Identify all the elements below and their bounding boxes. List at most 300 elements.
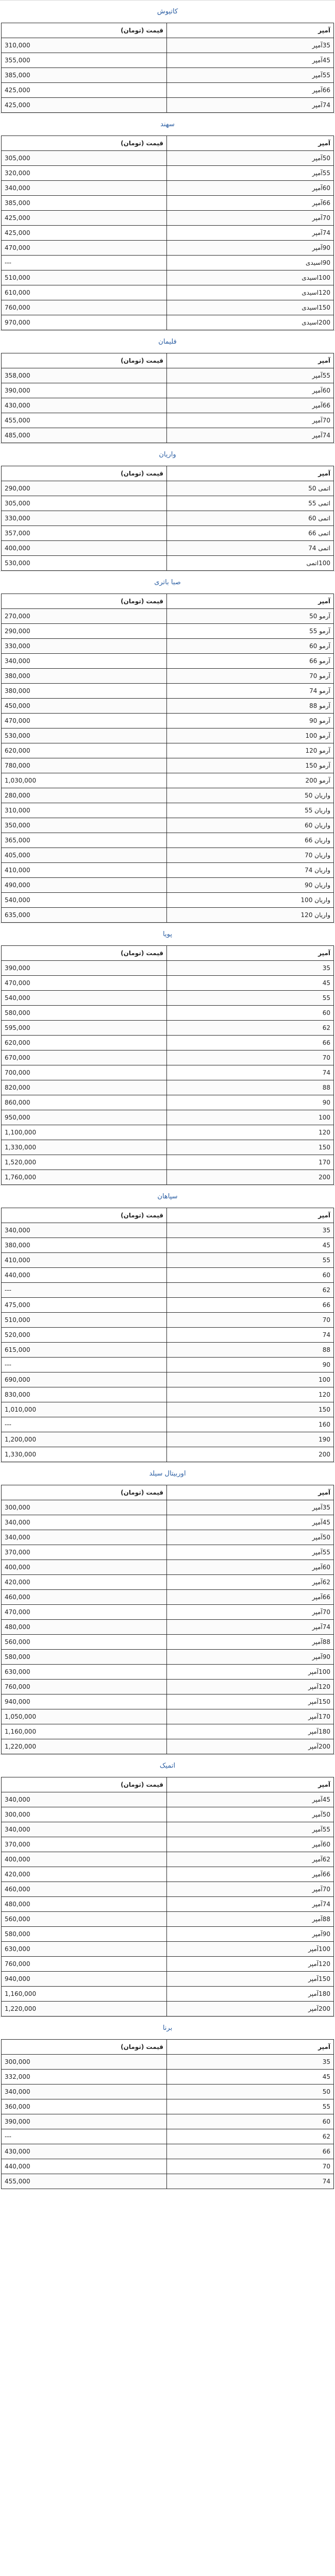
amp-cell: 190 xyxy=(167,1432,334,1447)
amp-cell: 62آمپر xyxy=(167,1852,334,1867)
amp-cell: اتمی 55 xyxy=(167,496,334,511)
amp-cell: واریان 90 xyxy=(167,878,334,893)
price-cell: 530,000 xyxy=(2,728,167,743)
price-cell: --- xyxy=(2,2129,167,2144)
price-column-header: قیمت (تومان) xyxy=(2,1208,167,1223)
amp-cell: اتمی 60 xyxy=(167,511,334,526)
table-row xyxy=(2,1709,334,1724)
table-row xyxy=(2,624,334,639)
amp-cell: 120 xyxy=(167,1387,334,1402)
table-row xyxy=(2,863,334,878)
amp-cell: 180آمپر xyxy=(167,1987,334,2002)
table-row xyxy=(2,1140,334,1155)
table-row xyxy=(2,98,334,113)
amp-cell: 88آمپر xyxy=(167,1635,334,1650)
table-row xyxy=(2,1515,334,1530)
price-cell: 970,000 xyxy=(2,315,167,330)
amp-cell: 200 xyxy=(167,1170,334,1185)
price-cell: 400,000 xyxy=(2,1560,167,1575)
table-row xyxy=(2,1402,334,1417)
price-cell: 940,000 xyxy=(2,1972,167,1987)
amp-cell: 35 xyxy=(167,961,334,976)
amp-cell: 170آمپر xyxy=(167,1709,334,1724)
table-row xyxy=(2,526,334,541)
table-row xyxy=(2,1050,334,1065)
table-row xyxy=(2,1575,334,1590)
table-row xyxy=(2,1620,334,1635)
table-row xyxy=(2,1694,334,1709)
price-cell: 560,000 xyxy=(2,1635,167,1650)
amp-cell: 62 xyxy=(167,1283,334,1298)
price-column-header: قیمت (تومان) xyxy=(2,23,167,38)
price-cell: 760,000 xyxy=(2,1957,167,1972)
table-row xyxy=(2,639,334,654)
table-header-row xyxy=(2,946,334,961)
table-row xyxy=(2,68,334,83)
price-cell: 290,000 xyxy=(2,481,167,496)
amp-cell: 100 xyxy=(167,1110,334,1125)
table-row xyxy=(2,669,334,684)
price-column-header: قیمت (تومان) xyxy=(2,136,167,151)
price-cell: 1,520,000 xyxy=(2,1155,167,1170)
table-row xyxy=(2,961,334,976)
price-cell: 365,000 xyxy=(2,833,167,848)
section-title: اتمیک xyxy=(0,1754,335,1777)
table-row xyxy=(2,1680,334,1694)
amp-cell: واریان 60 xyxy=(167,818,334,833)
price-cell: 470,000 xyxy=(2,976,167,991)
table-row xyxy=(2,1942,334,1957)
amp-cell: 45آمپر xyxy=(167,1515,334,1530)
amp-cell: آرمو 55 xyxy=(167,624,334,639)
amp-cell: 66 xyxy=(167,2144,334,2159)
amp-cell: آرمو 50 xyxy=(167,609,334,624)
price-cell: 780,000 xyxy=(2,758,167,773)
table-row xyxy=(2,1605,334,1620)
amp-cell: آرمو 120 xyxy=(167,743,334,758)
price-cell: 1,220,000 xyxy=(2,2002,167,2016)
amp-cell: 150آمپر xyxy=(167,1972,334,1987)
price-cell: 390,000 xyxy=(2,383,167,398)
table-row xyxy=(2,1987,334,2002)
price-cell: 290,000 xyxy=(2,624,167,639)
price-cell: 380,000 xyxy=(2,684,167,699)
table-row xyxy=(2,1957,334,1972)
table-row xyxy=(2,1155,334,1170)
amp-cell: 45 xyxy=(167,2070,334,2084)
amp-cell: 50آمپر xyxy=(167,151,334,166)
amp-cell: 150آمپر xyxy=(167,1694,334,1709)
amp-cell: 90آمپر xyxy=(167,1650,334,1665)
price-column-header: قیمت (تومان) xyxy=(2,1485,167,1500)
price-cell: 580,000 xyxy=(2,1006,167,1021)
price-table xyxy=(1,2039,334,2189)
price-cell: 400,000 xyxy=(2,1852,167,1867)
table-row xyxy=(2,413,334,428)
table-row xyxy=(2,285,334,300)
table-row xyxy=(2,1500,334,1515)
price-cell: 700,000 xyxy=(2,1065,167,1080)
price-cell: 425,000 xyxy=(2,83,167,98)
table-row xyxy=(2,654,334,669)
price-table xyxy=(1,1208,334,1462)
price-column-header: قیمت (تومان) xyxy=(2,1777,167,1792)
amp-cell: 88آمپر xyxy=(167,1912,334,1927)
price-cell: 480,000 xyxy=(2,1897,167,1912)
table-row xyxy=(2,848,334,863)
price-cell: 385,000 xyxy=(2,68,167,83)
amp-cell: آرمو 66 xyxy=(167,654,334,669)
amp-cell: 45 xyxy=(167,976,334,991)
amp-cell: 200آمپر xyxy=(167,1739,334,1754)
price-cell: 305,000 xyxy=(2,151,167,166)
table-row xyxy=(2,2070,334,2084)
table-row xyxy=(2,38,334,53)
price-cell: 615,000 xyxy=(2,1343,167,1358)
price-cell: 690,000 xyxy=(2,1372,167,1387)
table-row xyxy=(2,1283,334,1298)
price-cell: 440,000 xyxy=(2,1268,167,1283)
table-row xyxy=(2,1807,334,1822)
table-row xyxy=(2,1545,334,1560)
table-row xyxy=(2,1021,334,1036)
price-cell: 560,000 xyxy=(2,1912,167,1927)
table-row xyxy=(2,166,334,181)
table-row xyxy=(2,1912,334,1927)
table-row xyxy=(2,2084,334,2099)
amp-cell: 90 xyxy=(167,1095,334,1110)
table-row xyxy=(2,1665,334,1680)
table-row xyxy=(2,1927,334,1942)
table-header-row xyxy=(2,1485,334,1500)
amp-cell: 74آمپر xyxy=(167,428,334,443)
table-row xyxy=(2,315,334,330)
table-row xyxy=(2,1036,334,1050)
price-cell: 670,000 xyxy=(2,1050,167,1065)
table-row xyxy=(2,1897,334,1912)
price-cell: 390,000 xyxy=(2,2114,167,2129)
table-row xyxy=(2,788,334,803)
table-row xyxy=(2,1006,334,1021)
price-cell: 300,000 xyxy=(2,1807,167,1822)
table-row xyxy=(2,1635,334,1650)
price-cell: 830,000 xyxy=(2,1387,167,1402)
amp-cell: 74آمپر xyxy=(167,226,334,241)
amp-cell: 45 xyxy=(167,1238,334,1253)
table-row xyxy=(2,803,334,818)
price-cell: 340,000 xyxy=(2,1515,167,1530)
table-row xyxy=(2,2144,334,2159)
price-cell: 370,000 xyxy=(2,1545,167,1560)
table-row xyxy=(2,556,334,571)
amp-cell: 45آمپر xyxy=(167,53,334,68)
amp-cell: اتمی 66 xyxy=(167,526,334,541)
amp-cell: 100آمپر xyxy=(167,1665,334,1680)
table-row xyxy=(2,428,334,443)
amp-cell: 120آمپر xyxy=(167,1680,334,1694)
table-row xyxy=(2,818,334,833)
table-row xyxy=(2,241,334,256)
amp-cell: 55 xyxy=(167,991,334,1006)
amp-cell: 60آمپر xyxy=(167,1560,334,1575)
amp-cell: آرمو 74 xyxy=(167,684,334,699)
price-cell: 310,000 xyxy=(2,38,167,53)
table-row xyxy=(2,1417,334,1432)
amp-cell: 74آمپر xyxy=(167,1620,334,1635)
amp-cell: 74آمپر xyxy=(167,98,334,113)
amp-cell: 60 xyxy=(167,1268,334,1283)
price-cell: 635,000 xyxy=(2,908,167,923)
section-title: صبا باتری xyxy=(0,571,335,594)
price-cell: 1,010,000 xyxy=(2,1402,167,1417)
table-row xyxy=(2,758,334,773)
price-cell: 630,000 xyxy=(2,1665,167,1680)
table-row xyxy=(2,300,334,315)
table-row xyxy=(2,1837,334,1852)
table-row xyxy=(2,1852,334,1867)
price-column-header: قیمت (تومان) xyxy=(2,2040,167,2055)
amp-cell: 90آمپر xyxy=(167,241,334,256)
price-cell: 320,000 xyxy=(2,166,167,181)
table-row xyxy=(2,211,334,226)
table-row xyxy=(2,383,334,398)
table-row xyxy=(2,893,334,908)
table-row xyxy=(2,256,334,270)
table-row xyxy=(2,1972,334,1987)
price-cell: 430,000 xyxy=(2,2144,167,2159)
table-row xyxy=(2,1223,334,1238)
table-row xyxy=(2,1238,334,1253)
amp-cell: 55آمپر xyxy=(167,68,334,83)
amp-column-header: آمپر xyxy=(167,1485,334,1500)
price-cell: 425,000 xyxy=(2,211,167,226)
section-title: اوربیتال سیلد xyxy=(0,1462,335,1485)
amp-column-header: آمپر xyxy=(167,1208,334,1223)
table-row xyxy=(2,1372,334,1387)
table-row xyxy=(2,1432,334,1447)
price-cell: 480,000 xyxy=(2,1620,167,1635)
price-cell: 357,000 xyxy=(2,526,167,541)
amp-cell: 66 xyxy=(167,1298,334,1313)
amp-cell: 62آمپر xyxy=(167,1575,334,1590)
price-table xyxy=(1,353,334,443)
price-cell: 340,000 xyxy=(2,1530,167,1545)
price-cell: 370,000 xyxy=(2,1837,167,1852)
amp-cell: 74 xyxy=(167,2174,334,2189)
table-row xyxy=(2,1253,334,1268)
price-cell: 860,000 xyxy=(2,1095,167,1110)
amp-cell: 88 xyxy=(167,1343,334,1358)
amp-cell: 35آمپر xyxy=(167,38,334,53)
table-row xyxy=(2,878,334,893)
price-cell: 455,000 xyxy=(2,2174,167,2189)
amp-cell: آرمو 150 xyxy=(167,758,334,773)
amp-cell: 50آمپر xyxy=(167,1530,334,1545)
price-cell: 620,000 xyxy=(2,743,167,758)
amp-cell: 50آمپر xyxy=(167,1807,334,1822)
price-table xyxy=(1,945,334,1185)
price-cell: 450,000 xyxy=(2,699,167,714)
price-column-header: قیمت (تومان) xyxy=(2,946,167,961)
price-cell: 1,330,000 xyxy=(2,1140,167,1155)
table-row xyxy=(2,1739,334,1754)
table-row xyxy=(2,1560,334,1575)
price-cell: 470,000 xyxy=(2,1605,167,1620)
amp-cell: 35آمپر xyxy=(167,1500,334,1515)
price-cell: --- xyxy=(2,1417,167,1432)
price-cell: 630,000 xyxy=(2,1942,167,1957)
section-title: سهند xyxy=(0,113,335,135)
amp-cell: واریان 50 xyxy=(167,788,334,803)
price-cell: 430,000 xyxy=(2,398,167,413)
amp-cell: 150 xyxy=(167,1402,334,1417)
price-cell: 385,000 xyxy=(2,196,167,211)
table-row xyxy=(2,496,334,511)
price-cell: 330,000 xyxy=(2,639,167,654)
table-row xyxy=(2,833,334,848)
amp-cell: 66آمپر xyxy=(167,1590,334,1605)
amp-cell: 90اسیدی xyxy=(167,256,334,270)
amp-column-header: آمپر xyxy=(167,353,334,368)
amp-cell: 60 xyxy=(167,1006,334,1021)
table-row xyxy=(2,728,334,743)
table-row xyxy=(2,1882,334,1897)
amp-cell: 170 xyxy=(167,1155,334,1170)
amp-cell: 66آمپر xyxy=(167,1867,334,1882)
table-row xyxy=(2,1268,334,1283)
table-row xyxy=(2,2114,334,2129)
table-row xyxy=(2,1313,334,1328)
price-cell: 460,000 xyxy=(2,1882,167,1897)
table-row xyxy=(2,368,334,383)
amp-cell: 180آمپر xyxy=(167,1724,334,1739)
table-header-row xyxy=(2,1777,334,1792)
amp-cell: واریان 74 xyxy=(167,863,334,878)
price-column-header: قیمت (تومان) xyxy=(2,594,167,609)
table-row xyxy=(2,1792,334,1807)
amp-cell: 60آمپر xyxy=(167,181,334,196)
table-row xyxy=(2,908,334,923)
amp-cell: 60آمپر xyxy=(167,1837,334,1852)
price-cell: 300,000 xyxy=(2,2055,167,2070)
amp-cell: آرمو 88 xyxy=(167,699,334,714)
amp-cell: واریان 66 xyxy=(167,833,334,848)
price-cell: 1,100,000 xyxy=(2,1125,167,1140)
table-row xyxy=(2,2099,334,2114)
price-cell: 280,000 xyxy=(2,788,167,803)
amp-cell: 66آمپر xyxy=(167,83,334,98)
amp-cell: آرمو 70 xyxy=(167,669,334,684)
price-cell: 580,000 xyxy=(2,1650,167,1665)
amp-cell: 74 xyxy=(167,1328,334,1343)
amp-cell: 55آمپر xyxy=(167,166,334,181)
table-header-row xyxy=(2,2040,334,2055)
price-cell: 360,000 xyxy=(2,2099,167,2114)
price-cell: 390,000 xyxy=(2,961,167,976)
amp-cell: 66آمپر xyxy=(167,398,334,413)
amp-column-header: آمپر xyxy=(167,946,334,961)
price-cell: 410,000 xyxy=(2,863,167,878)
amp-cell: 74آمپر xyxy=(167,1897,334,1912)
table-row xyxy=(2,541,334,556)
price-cell: 440,000 xyxy=(2,2159,167,2174)
price-cell: 510,000 xyxy=(2,270,167,285)
amp-cell: اتمی 50 xyxy=(167,481,334,496)
section-title: کاتیوش xyxy=(0,0,335,23)
price-cell: 1,220,000 xyxy=(2,1739,167,1754)
amp-cell: آرمو 100 xyxy=(167,728,334,743)
price-cell: 470,000 xyxy=(2,241,167,256)
table-row xyxy=(2,1358,334,1372)
price-cell: 510,000 xyxy=(2,1313,167,1328)
price-cell: 475,000 xyxy=(2,1298,167,1313)
price-cell: 820,000 xyxy=(2,1080,167,1095)
price-cell: 580,000 xyxy=(2,1927,167,1942)
amp-cell: 100آمپر xyxy=(167,1942,334,1957)
table-row xyxy=(2,1530,334,1545)
table-row xyxy=(2,2055,334,2070)
price-cell: 620,000 xyxy=(2,1036,167,1050)
amp-cell: 120اسیدی xyxy=(167,285,334,300)
table-row xyxy=(2,481,334,496)
table-row xyxy=(2,1590,334,1605)
amp-column-header: آمپر xyxy=(167,136,334,151)
price-table xyxy=(1,23,334,113)
amp-cell: 35 xyxy=(167,2055,334,2070)
section-title: واریان xyxy=(0,443,335,466)
table-row xyxy=(2,1298,334,1313)
table-row xyxy=(2,53,334,68)
amp-cell: 55آمپر xyxy=(167,368,334,383)
table-header-row xyxy=(2,1208,334,1223)
amp-cell: 50 xyxy=(167,2084,334,2099)
amp-cell: 90آمپر xyxy=(167,1927,334,1942)
price-cell: 300,000 xyxy=(2,1500,167,1515)
amp-cell: آرمو 200 xyxy=(167,773,334,788)
amp-cell: 200آمپر xyxy=(167,2002,334,2016)
table-header-row xyxy=(2,466,334,481)
amp-cell: 150اسیدی xyxy=(167,300,334,315)
table-row xyxy=(2,398,334,413)
table-row xyxy=(2,1110,334,1125)
table-row xyxy=(2,991,334,1006)
price-cell: 610,000 xyxy=(2,285,167,300)
table-row xyxy=(2,1867,334,1882)
table-row xyxy=(2,226,334,241)
amp-cell: 120 xyxy=(167,1125,334,1140)
price-cell: 530,000 xyxy=(2,556,167,571)
table-row xyxy=(2,196,334,211)
price-column-header: قیمت (تومان) xyxy=(2,353,167,368)
amp-cell: 200اسیدی xyxy=(167,315,334,330)
amp-cell: 200 xyxy=(167,1447,334,1462)
price-cell: --- xyxy=(2,256,167,270)
amp-column-header: آمپر xyxy=(167,466,334,481)
amp-cell: 70 xyxy=(167,1313,334,1328)
table-row xyxy=(2,2002,334,2016)
amp-cell: واریان 120 xyxy=(167,908,334,923)
price-table xyxy=(1,1777,334,2016)
price-cell: 1,050,000 xyxy=(2,1709,167,1724)
amp-cell: آرمو 90 xyxy=(167,714,334,728)
price-cell: 358,000 xyxy=(2,368,167,383)
price-cell: 595,000 xyxy=(2,1021,167,1036)
price-cell: 425,000 xyxy=(2,226,167,241)
table-row xyxy=(2,1080,334,1095)
table-row xyxy=(2,1125,334,1140)
amp-cell: 100 xyxy=(167,1372,334,1387)
price-cell: 760,000 xyxy=(2,1680,167,1694)
